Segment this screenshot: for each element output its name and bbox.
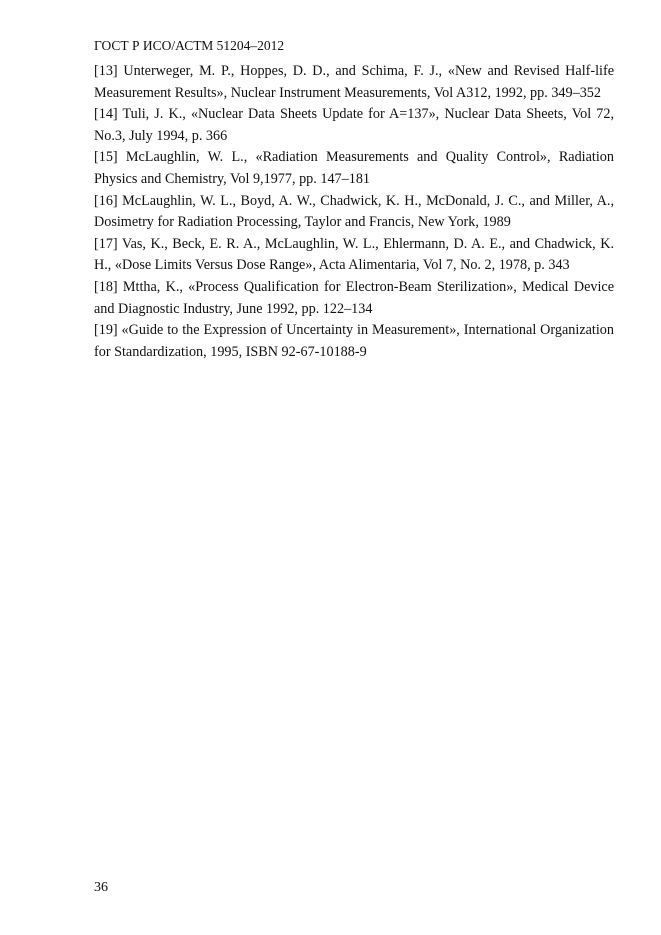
reference-19: [19] «Guide to the Expression of Uncertainty in Measurement», International Organization for Standardization, 1995, ISBN 92-67-10188-9 — [94, 322, 614, 360]
reference-list — [94, 61, 614, 363]
reference-14: [14] Tuli, J. K., «Nuclear Data Sheets Update for A=137», Nuclear Data Sheets, Vol 72, No.3, July 1994, p. 366 — [94, 106, 614, 144]
standard-header: ГОСТ Р ИСО/АСТМ 51204–2012 — [94, 38, 285, 53]
reference-18: [18] Mttha, K., «Process Qualification for Electron-Beam Sterilization», Medical Device and Diagnostic Industry, June 1992, pp. 122–134 — [94, 278, 614, 317]
reference-15: [15] McLaughlin, W. L., «Radiation Measurements and Quality Control», Radiation Physics and Chemistry, Vol 9,1977, pp. 147–181 — [94, 149, 614, 187]
page-number: 36 — [94, 880, 108, 895]
reference-16: [16] McLaughlin, W. L., Boyd, A. W., Chadwick, K. H., McDonald, J. C., and Miller, A., Dosimetry for Radiation Processing, Taylor and Francis, New York, 1989 — [94, 192, 614, 231]
reference-13: [13] Unterweger, M. P., Hoppes, D. D., and Schima, F. J., «New and Revised Half-life Measurement Results», Nuclear Instrument Measurements, Vol A312, 1992, pp. 349–352 — [94, 63, 614, 101]
reference-17: [17] Vas, K., Beck, E. R. A., McLaughlin, W. L., Ehlermann, D. A. E., and Chadwick, K. H., «Dose Limits Versus Dose Range», Acta Alimentaria, Vol 7, No. 2, 1978, p. 343 — [94, 235, 614, 274]
